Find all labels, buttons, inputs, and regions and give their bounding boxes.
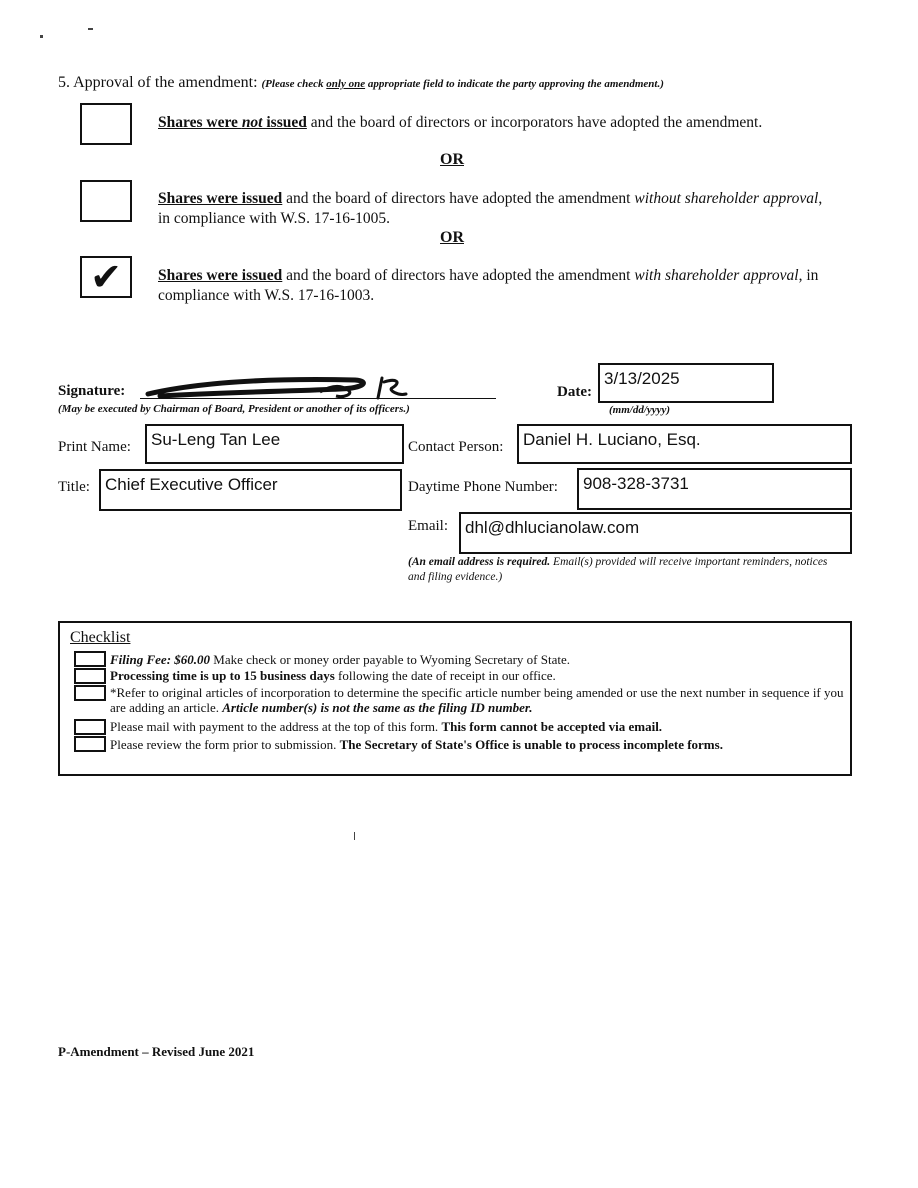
or-separator: OR — [440, 151, 464, 168]
section-5-title: 5. Approval of the amendment: — [58, 74, 258, 91]
email-label: Email: — [408, 518, 448, 534]
checklist-checkbox[interactable] — [74, 651, 106, 667]
title-label: Title: — [58, 479, 90, 495]
print-name-field[interactable]: Su-Leng Tan Lee — [145, 424, 404, 464]
checklist-item-filing-fee: Filing Fee: $60.00 Make check or money order payable to Wyoming Secretary of State. — [110, 652, 570, 667]
approval-option-3-checkbox[interactable] — [80, 256, 132, 298]
checklist-item-mail-payment: Please mail with payment to the address at the top of this form. This form cannot be accepted via email. — [110, 719, 663, 734]
daytime-phone-label: Daytime Phone Number: — [408, 479, 558, 495]
handwritten-signature — [140, 372, 420, 406]
form-revision-footer: P-Amendment – Revised June 2021 — [58, 1044, 255, 1059]
section-5-heading — [58, 74, 664, 92]
approval-option-2-checkbox[interactable] — [80, 180, 132, 222]
date-format-note: (mm/dd/yyyy) — [609, 404, 671, 416]
scan-speck — [40, 35, 43, 38]
email-field[interactable]: dhl@dhlucianolaw.com — [459, 512, 852, 554]
date-label: Date: — [557, 384, 592, 400]
checklist-item-processing-time: Processing time is up to 15 business days following the date of receipt in our office. — [110, 668, 556, 683]
approval-option-3-text: Shares were issued and the board of directors have adopted the amendment with shareholder approval, in compliance with W.S. 17-16-1003. — [158, 267, 819, 304]
checklist-checkbox[interactable] — [74, 719, 106, 735]
checklist-title: Checklist — [70, 629, 131, 646]
approval-option-2-text: Shares were issued and the board of directors have adopted the amendment without shareholder approval, in compliance with W.S. 17-16-1005. — [158, 190, 823, 227]
checklist-checkbox[interactable] — [74, 685, 106, 701]
approval-option-1-text: Shares were not issued and the board of directors or incorporators have adopted the amendment. — [158, 114, 763, 131]
contact-person-field[interactable]: Daniel H. Luciano, Esq. — [517, 424, 852, 464]
checklist-item-article-number: *Refer to original articles of incorporation to determine the specific article number being amended or use the next number in sequence if you are adding an article. Article number(s) is not the same as the filing ID number. — [110, 685, 844, 715]
signature-note: (May be executed by Chairman of Board, President or another of its officers.) — [58, 403, 410, 415]
checklist-checkbox[interactable] — [74, 668, 106, 684]
approval-option-1-checkbox[interactable] — [80, 103, 132, 145]
email-note: (An email address is required. Email(s) provided will receive important reminders, notices and filing evidence.) — [408, 556, 828, 583]
contact-person-label: Contact Person: — [408, 439, 504, 455]
checklist-panel — [58, 621, 852, 776]
checklist-item-review-form: Please review the form prior to submission. The Secretary of State's Office is unable to process incomplete forms. — [110, 737, 723, 752]
checkmark-icon: ✔ — [90, 255, 122, 299]
title-field[interactable]: Chief Executive Officer — [99, 469, 402, 511]
signature-label: Signature: — [58, 383, 126, 399]
daytime-phone-field[interactable]: 908-328-3731 — [577, 468, 852, 510]
section-5-hint: (Please check only one appropriate field to indicate the party approving the amendment.) — [261, 78, 664, 90]
scan-speck — [354, 832, 355, 840]
print-name-label: Print Name: — [58, 439, 131, 455]
scan-speck — [88, 28, 93, 30]
date-field[interactable]: 3/13/2025 — [598, 363, 774, 403]
or-separator: OR — [440, 229, 464, 246]
checklist-checkbox[interactable] — [74, 736, 106, 752]
